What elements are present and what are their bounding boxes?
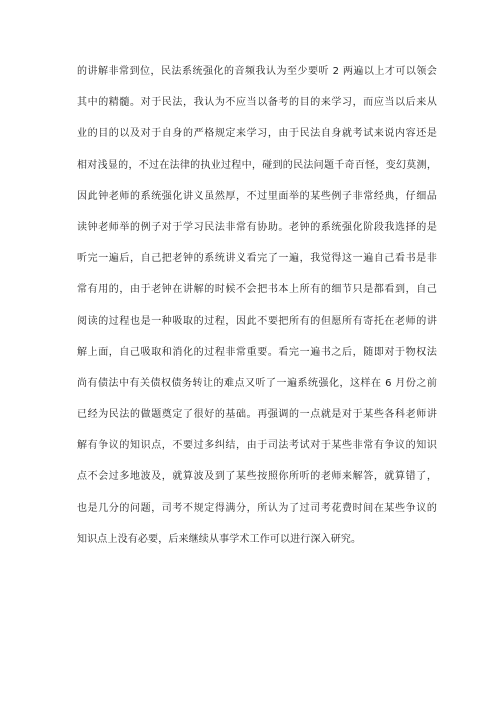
text-line: 其中的精髓。对于民法，我认为不应当以备考的目的来学习，而应当以后来从 xyxy=(77,97,437,109)
text-line: 读钟老师举的例子对于学习民法非常有协助。老钟的系统强化阶段我选择的是 xyxy=(77,221,437,233)
text-line: 业的目的以及对于自身的严格规定来学习，由于民法自身就考试来说内容还是 xyxy=(77,128,437,140)
text-line: 尚有债法中有关债权债务转让的难点又听了一遍系统强化，这样在 6 月份之前 xyxy=(77,377,437,389)
text-line: 相对浅显的，不过在法律的执业过程中，碰到的民法问题千奇百怪，变幻莫测， xyxy=(77,159,437,171)
text-line: 也是几分的问题，司考不规定得满分，所认为了过司考花费时间在某些争议的 xyxy=(77,502,437,514)
text-line: 解有争议的知识点，不要过多纠结，由于司法考试对于某些非常有争议的知识 xyxy=(77,440,437,452)
text-line: 的讲解非常到位，民法系统强化的音频我认为至少要听 2 两遍以上才可以领会 xyxy=(77,66,437,77)
text-line: 已经为民法的做题奠定了很好的基础。再强调的一点就是对于某些各科老师讲 xyxy=(77,409,437,421)
text-line: 阅读的过程也是一种吸取的过程，因此不要把所有的但愿所有寄托在老师的讲 xyxy=(77,315,437,327)
body-paragraph xyxy=(77,62,437,561)
text-line: 点不会过多地波及，就算波及到了某些按照你所听的老师来解答，就算错了， xyxy=(77,471,437,483)
text-line: 解上面，自己吸取和消化的过程非常重要。看完一遍书之后，随即对于物权法 xyxy=(77,346,437,358)
text-line: 知识点上没有必要，后来继续从事学术工作可以进行深入研究。 xyxy=(77,533,362,545)
text-line: 因此钟老师的系统强化讲义虽然厚，不过里面举的某些例子非常经典，仔细品 xyxy=(77,190,437,202)
text-line: 听完一遍后，自己把老钟的系统讲义看完了一遍，我觉得这一遍自己看书是非 xyxy=(77,253,437,265)
text-line: 常有用的，由于老钟在讲解的时候不会把书本上所有的细节只是都看到，自己 xyxy=(77,284,437,296)
